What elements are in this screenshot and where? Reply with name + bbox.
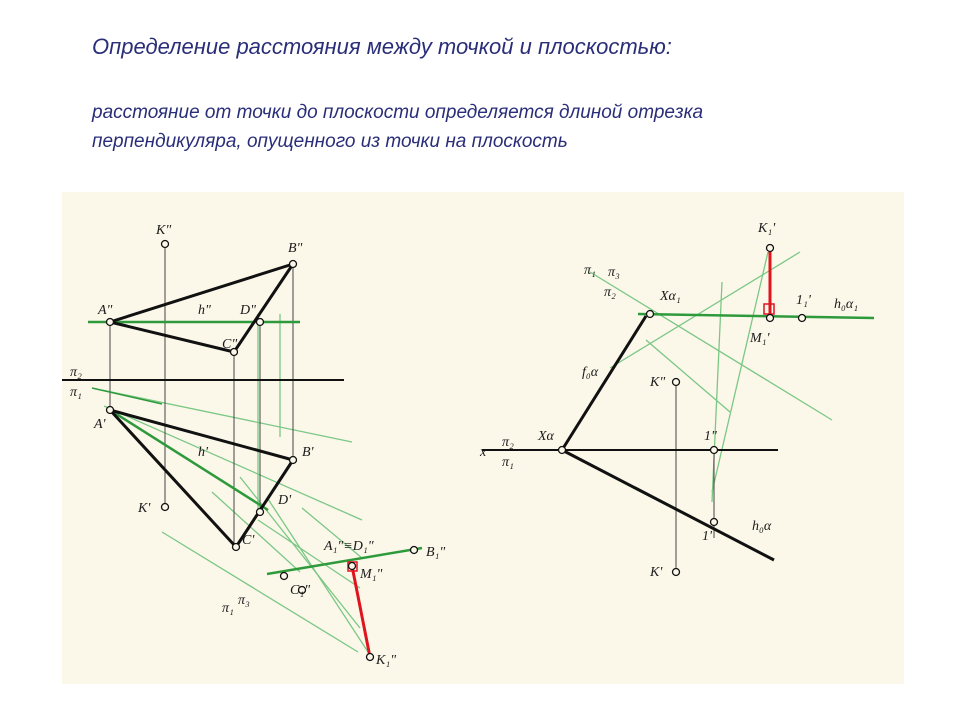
label-A4D4: A₁"≡D₁" (324, 539, 374, 554)
label-h-alpha1: h₀α₁ (834, 297, 859, 312)
label-X-alpha1: Xα₁ (660, 289, 681, 304)
slide-title: Определение расстояния между точкой и плоскостью: (92, 34, 672, 59)
label-C4: C₁" (290, 583, 311, 598)
label-K2: K" (156, 223, 172, 238)
label-B2: B" (288, 241, 303, 256)
label-K4-right: K₁' (758, 221, 776, 236)
label-B4: B₁" (426, 545, 446, 560)
label-K2-right: K" (650, 375, 666, 390)
label-K4: K₁" (376, 653, 397, 668)
label-M4-right: M₁' (750, 331, 770, 346)
geometry-figure (62, 192, 904, 684)
label-one4: 1₁' (796, 293, 811, 308)
label-axis-x1-c: π₂ (604, 285, 616, 300)
label-pi1: π₁ (70, 385, 82, 400)
label-x: x (480, 445, 487, 460)
label-D1: D' (278, 493, 292, 508)
label-pi2-right: π₂ (502, 435, 514, 450)
label-pi2: π₂ (70, 365, 82, 380)
definition-line-2: перпендикуляра, опущенного из точки на плоскость (92, 131, 568, 152)
label-axis2: π₁ (222, 601, 234, 616)
label-K1-right: K' (650, 565, 663, 580)
label-axis3: π₃ (238, 593, 250, 608)
label-C1: C' (242, 533, 255, 548)
label-M4: M₁" (360, 567, 383, 582)
label-one2: 1" (704, 429, 717, 444)
label-pi1-right: π₁ (502, 455, 514, 470)
label-K1: K' (138, 501, 151, 516)
label-one1: 1' (702, 529, 712, 544)
label-X-alpha: Xα (538, 429, 554, 444)
label-axis-x1-b: π₃ (608, 265, 620, 280)
definition-line-1: расстояние от точки до плоскости определяется длиной отрезка (92, 102, 704, 123)
label-h2: h" (198, 303, 211, 318)
label-D2: D" (240, 303, 256, 318)
label-A1: A' (94, 417, 106, 432)
label-C2: C" (222, 337, 238, 352)
label-axis-x1: π₁ (584, 263, 596, 278)
label-B1: B' (302, 445, 314, 460)
label-f-alpha: f₀α (582, 365, 599, 380)
label-h1: h' (198, 445, 208, 460)
definition-text (92, 98, 912, 156)
label-h-alpha: h₀α (752, 519, 772, 534)
label-A2: A" (98, 303, 113, 318)
